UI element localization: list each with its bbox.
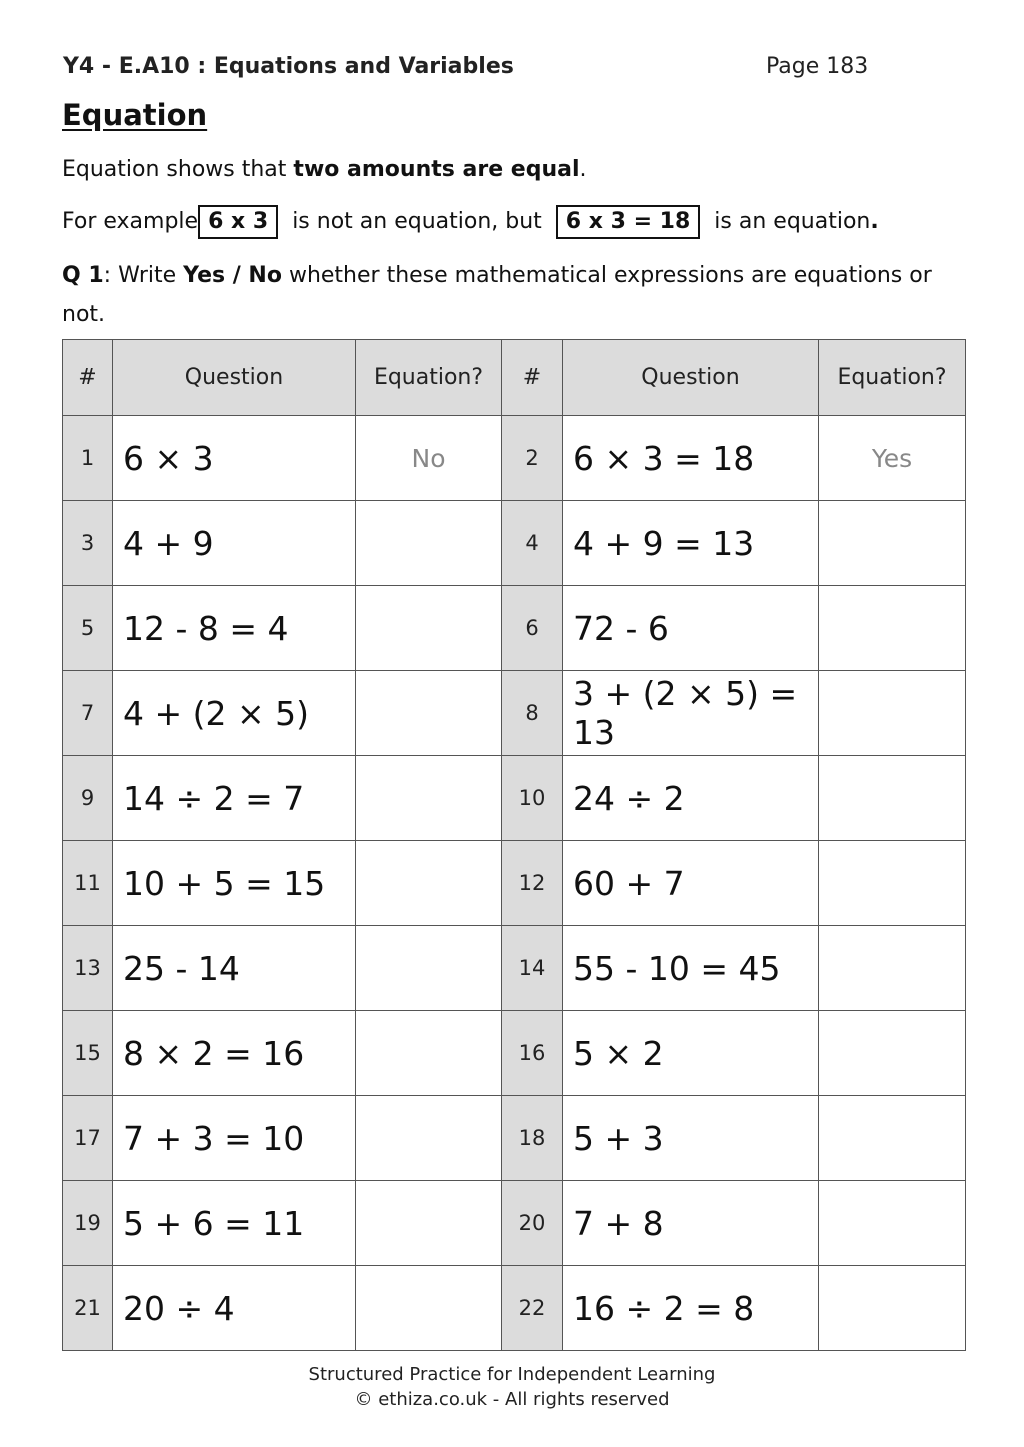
question-expression: 20 ÷ 4 (113, 1266, 356, 1351)
question-number: 22 (502, 1266, 563, 1351)
answer-cell[interactable] (356, 1181, 502, 1266)
answer-cell[interactable] (356, 1011, 502, 1096)
question-number: 6 (502, 586, 563, 671)
col-header-equation: Equation? (356, 340, 502, 416)
question-expression: 5 + 3 (563, 1096, 819, 1181)
question-expression: 16 ÷ 2 = 8 (563, 1266, 819, 1351)
question-expression: 24 ÷ 2 (563, 756, 819, 841)
answer-cell[interactable] (819, 756, 966, 841)
answer-cell[interactable] (819, 586, 966, 671)
table-row (63, 1011, 966, 1096)
question-number: 4 (502, 501, 563, 586)
answer-cell[interactable] (819, 501, 966, 586)
example-expression-box: 6 x 3 (198, 205, 278, 239)
answer-cell[interactable] (819, 1011, 966, 1096)
table-row (63, 586, 966, 671)
table-row (63, 926, 966, 1011)
footer-tagline: Structured Practice for Independent Learning (308, 1364, 716, 1385)
answer-cell[interactable] (819, 1096, 966, 1181)
worksheet-topic: Y4 - E.A10 : Equations and Variables (63, 54, 514, 79)
question-number: 16 (502, 1011, 563, 1096)
question-expression: 4 + 9 (113, 501, 356, 586)
question-number: 2 (502, 416, 563, 501)
answer-cell[interactable] (356, 671, 502, 756)
question-number: 10 (502, 756, 563, 841)
question-number: 5 (63, 586, 113, 671)
question-expression: 8 × 2 = 16 (113, 1011, 356, 1096)
answer-cell[interactable] (356, 501, 502, 586)
question-expression: 3 + (2 × 5) = 13 (563, 671, 819, 756)
question-instruction: Q 1: Write Yes / No whether these mathematical expressions are equations or not. (62, 263, 932, 327)
answer-cell[interactable] (356, 756, 502, 841)
question-expression: 12 - 8 = 4 (113, 586, 356, 671)
question-number: 3 (63, 501, 113, 586)
definition-emphasis: two amounts are equal (293, 157, 580, 182)
question-expression: 25 - 14 (113, 926, 356, 1011)
answer-cell[interactable] (819, 841, 966, 926)
question-expression: 60 + 7 (563, 841, 819, 926)
question-number: 1 (63, 416, 113, 501)
table-header-row (63, 340, 966, 416)
question-number: 21 (63, 1266, 113, 1351)
answer-cell[interactable] (356, 1266, 502, 1351)
question-number: 13 (63, 926, 113, 1011)
question-expression: 10 + 5 = 15 (113, 841, 356, 926)
footer-copyright: © ethiza.co.uk - All rights reserved (354, 1389, 670, 1410)
answer-cell[interactable] (356, 586, 502, 671)
question-number: 17 (63, 1096, 113, 1181)
table-row (63, 841, 966, 926)
col-header-question: Question (113, 340, 356, 416)
answer-cell[interactable] (819, 1266, 966, 1351)
question-expression: 4 + 9 = 13 (563, 501, 819, 586)
answer-cell[interactable] (356, 1096, 502, 1181)
example-text: For example 6 x 3 is not an equation, but 6 x 3 = 18 is an equation. (62, 205, 879, 239)
question-number: 14 (502, 926, 563, 1011)
question-expression: 7 + 8 (563, 1181, 819, 1266)
yes-no-emphasis: Yes / No (183, 263, 282, 288)
col-header-number: # (63, 340, 113, 416)
question-number: 8 (502, 671, 563, 756)
question-expression: 14 ÷ 2 = 7 (113, 756, 356, 841)
question-number: 9 (63, 756, 113, 841)
table-row (63, 416, 966, 501)
question-expression: 4 + (2 × 5) (113, 671, 356, 756)
table-row (63, 1181, 966, 1266)
question-expression: 5 × 2 (563, 1011, 819, 1096)
page-number: Page 183 (766, 54, 869, 79)
answer-cell[interactable] (819, 926, 966, 1011)
equation-table (62, 339, 966, 1351)
question-label: Q 1 (62, 263, 104, 288)
table-row (63, 501, 966, 586)
section-heading: Equation (62, 98, 208, 132)
question-number: 18 (502, 1096, 563, 1181)
table-row (63, 1266, 966, 1351)
definition-text: Equation shows that two amounts are equal. (62, 157, 587, 182)
col-header-question: Question (563, 340, 819, 416)
question-number: 15 (63, 1011, 113, 1096)
question-number: 19 (63, 1181, 113, 1266)
answer-cell[interactable]: Yes (819, 416, 966, 501)
example-equation-box: 6 x 3 = 18 (556, 205, 701, 239)
question-number: 11 (63, 841, 113, 926)
table-row (63, 756, 966, 841)
table-row (63, 671, 966, 756)
col-header-number: # (502, 340, 563, 416)
question-number: 20 (502, 1181, 563, 1266)
answer-cell[interactable] (819, 671, 966, 756)
answer-cell[interactable] (356, 926, 502, 1011)
question-expression: 5 + 6 = 11 (113, 1181, 356, 1266)
question-expression: 72 - 6 (563, 586, 819, 671)
question-expression: 7 + 3 = 10 (113, 1096, 356, 1181)
question-expression: 55 - 10 = 45 (563, 926, 819, 1011)
question-number: 12 (502, 841, 563, 926)
answer-cell[interactable] (819, 1181, 966, 1266)
question-number: 7 (63, 671, 113, 756)
answer-cell[interactable] (356, 841, 502, 926)
question-expression: 6 × 3 = 18 (563, 416, 819, 501)
answer-cell[interactable]: No (356, 416, 502, 501)
table-row (63, 1096, 966, 1181)
col-header-equation: Equation? (819, 340, 966, 416)
question-expression: 6 × 3 (113, 416, 356, 501)
